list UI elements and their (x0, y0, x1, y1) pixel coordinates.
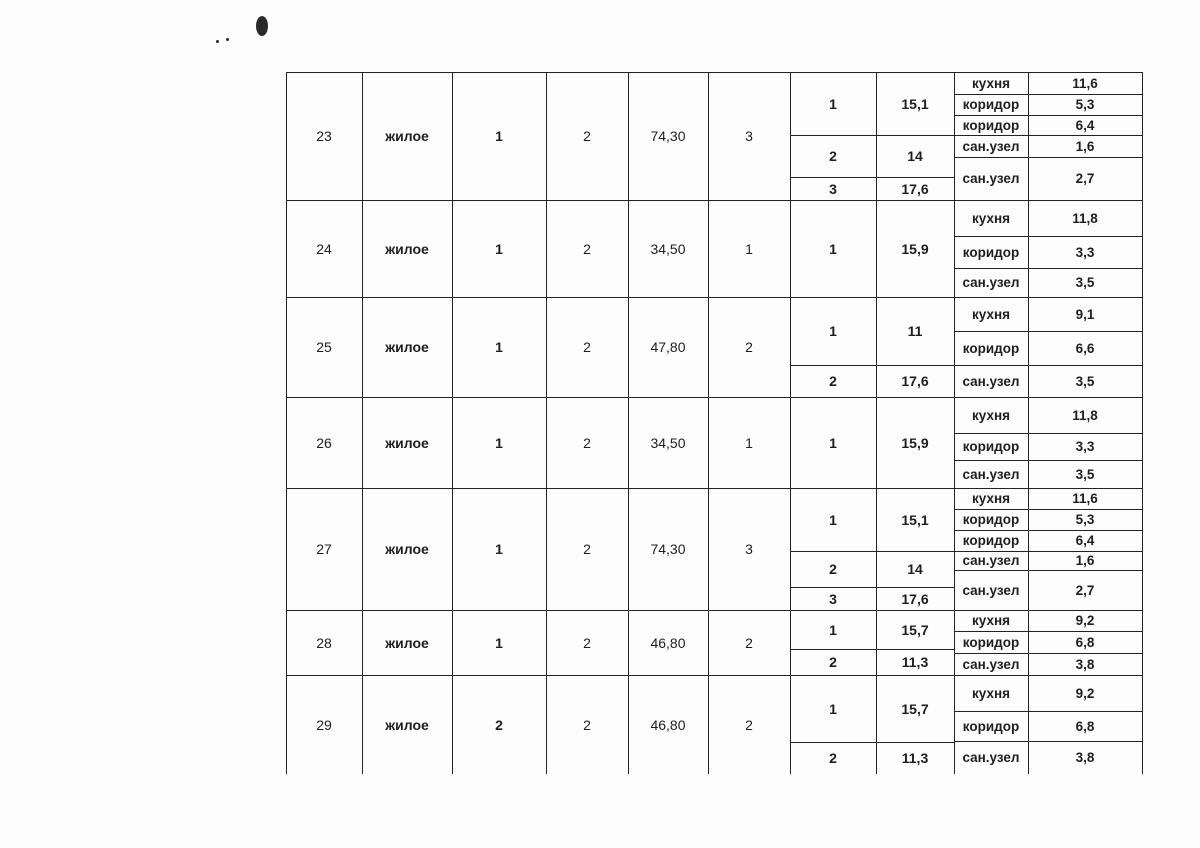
aux-room-name-cell: кухня (972, 613, 1010, 628)
apartment-type-cell: жилое (385, 434, 429, 451)
apartments-table (286, 72, 1142, 774)
aux-room-name-cell: сан.узел (962, 582, 1020, 598)
aux-room-name-cell: коридор (962, 533, 1020, 548)
column-4-cell: 2 (583, 634, 591, 651)
room-area-cell: 17,6 (901, 590, 929, 607)
room-number-cell: 1 (829, 323, 837, 339)
rooms-count-cell: 2 (745, 716, 753, 733)
aux-room-name-cell: кухня (972, 306, 1010, 322)
aux-room-name-cell: сан.узел (962, 275, 1020, 290)
total-area-cell: 47,80 (650, 339, 686, 355)
aux-room-area-cell: 5,3 (1075, 512, 1095, 527)
aux-room-area-cell: 6,4 (1075, 533, 1095, 548)
aux-room-area-cell: 11,8 (1072, 407, 1098, 423)
rooms-count-cell: 3 (745, 541, 753, 557)
room-number-cell: 1 (829, 434, 837, 451)
room-area-cell: 15,9 (901, 240, 929, 257)
room-number-cell: 2 (829, 750, 837, 766)
aux-room-area-cell: 6,8 (1075, 634, 1095, 650)
apartment-number-cell: 27 (316, 541, 332, 557)
aux-room-name-cell: кухня (972, 75, 1010, 91)
apartment-number-cell: 25 (316, 339, 332, 355)
rooms-count-cell: 2 (745, 634, 753, 651)
rooms-count-cell: 3 (745, 128, 753, 144)
floor-cell: 1 (495, 541, 503, 557)
apartment-number-cell: 23 (316, 128, 332, 144)
room-area-cell: 14 (907, 148, 923, 164)
aux-room-name-cell: кухня (972, 491, 1010, 506)
room-number-cell: 1 (829, 621, 837, 638)
column-4-cell: 2 (583, 128, 591, 144)
total-area-cell: 74,30 (650, 541, 686, 557)
aux-room-name-cell: сан.узел (962, 553, 1020, 568)
room-area-cell: 17,6 (901, 180, 929, 197)
floor-cell: 1 (495, 339, 503, 355)
aux-room-area-cell: 9,2 (1075, 613, 1095, 628)
aux-room-name-cell: кухня (972, 210, 1010, 226)
aux-room-area-cell: 11,8 (1072, 210, 1098, 226)
room-number-cell: 1 (829, 511, 837, 528)
room-number-cell: 2 (829, 654, 837, 670)
apartment-type-cell: жилое (385, 339, 429, 355)
aux-room-area-cell: 3,5 (1075, 466, 1095, 482)
floor-cell: 1 (495, 128, 503, 144)
room-area-cell: 15,9 (901, 434, 929, 451)
column-4-cell: 2 (583, 240, 591, 257)
total-area-cell: 46,80 (650, 634, 686, 651)
apartment-type-cell: жилое (385, 240, 429, 257)
room-area-cell: 15,1 (901, 511, 929, 528)
aux-room-area-cell: 5,3 (1075, 97, 1095, 112)
room-area-cell: 11,3 (901, 750, 929, 766)
aux-room-area-cell: 11,6 (1072, 491, 1098, 506)
aux-room-name-cell: коридор (962, 439, 1020, 454)
room-number-cell: 1 (829, 95, 837, 112)
floor-cell: 1 (495, 634, 503, 651)
column-4-cell: 2 (583, 339, 591, 355)
aux-room-area-cell: 2,7 (1075, 171, 1095, 186)
total-area-cell: 46,80 (650, 716, 686, 733)
aux-room-area-cell: 11,6 (1072, 75, 1098, 91)
total-area-cell: 34,50 (650, 240, 686, 257)
apartment-number-cell: 29 (316, 716, 332, 733)
aux-room-area-cell: 1,6 (1075, 553, 1095, 568)
apartment-number-cell: 28 (316, 634, 332, 651)
aux-room-name-cell: коридор (962, 97, 1020, 112)
apartment-type-cell: жилое (385, 716, 429, 733)
apartment-type-cell: жилое (385, 128, 429, 144)
apartment-number-cell: 24 (316, 240, 332, 257)
room-area-cell: 15,1 (901, 95, 929, 112)
aux-room-name-cell: сан.узел (962, 466, 1020, 482)
aux-room-area-cell: 3,5 (1075, 275, 1095, 290)
aux-room-area-cell: 2,7 (1075, 582, 1095, 598)
room-area-cell: 15,7 (901, 621, 929, 638)
aux-room-name-cell: сан.узел (962, 171, 1020, 186)
aux-room-area-cell: 6,8 (1075, 718, 1095, 734)
aux-room-name-cell: коридор (962, 244, 1020, 260)
room-area-cell: 14 (907, 561, 923, 577)
floor-cell: 1 (495, 434, 503, 451)
aux-room-area-cell: 3,5 (1075, 373, 1095, 389)
aux-room-name-cell: коридор (962, 117, 1020, 133)
room-area-cell: 11,3 (901, 654, 929, 670)
aux-room-name-cell: коридор (962, 512, 1020, 527)
aux-room-name-cell: коридор (962, 340, 1020, 356)
ink-dot (226, 38, 229, 41)
column-4-cell: 2 (583, 716, 591, 733)
aux-room-area-cell: 3,8 (1075, 750, 1095, 765)
aux-room-area-cell: 9,1 (1075, 306, 1095, 322)
aux-room-area-cell: 3,3 (1075, 244, 1095, 260)
room-number-cell: 1 (829, 240, 837, 257)
rooms-count-cell: 2 (745, 339, 753, 355)
aux-room-area-cell: 3,8 (1075, 656, 1095, 672)
room-area-cell: 15,7 (901, 700, 929, 717)
aux-room-name-cell: сан.узел (962, 138, 1020, 154)
room-number-cell: 2 (829, 561, 837, 577)
aux-room-area-cell: 6,4 (1075, 117, 1095, 133)
column-4-cell: 2 (583, 434, 591, 451)
aux-room-name-cell: коридор (962, 634, 1020, 650)
aux-room-name-cell: сан.узел (962, 373, 1020, 389)
room-area-cell: 17,6 (901, 373, 929, 389)
aux-room-name-cell: сан.узел (962, 656, 1020, 672)
rooms-count-cell: 1 (745, 434, 753, 451)
table-right-border (1142, 72, 1143, 774)
aux-room-name-cell: кухня (972, 685, 1010, 701)
column-4-cell: 2 (583, 541, 591, 557)
apartment-number-cell: 26 (316, 434, 332, 451)
room-number-cell: 3 (829, 590, 837, 607)
apartment-type-cell: жилое (385, 541, 429, 557)
room-number-cell: 2 (829, 148, 837, 164)
total-area-cell: 74,30 (650, 128, 686, 144)
total-area-cell: 34,50 (650, 434, 686, 451)
aux-room-area-cell: 9,2 (1075, 685, 1095, 701)
aux-room-area-cell: 6,6 (1075, 340, 1095, 356)
aux-room-name-cell: сан.узел (962, 750, 1020, 765)
ink-dot (216, 40, 219, 43)
aux-room-area-cell: 3,3 (1075, 439, 1095, 454)
apartment-type-cell: жилое (385, 634, 429, 651)
floor-cell: 2 (495, 716, 503, 733)
aux-room-area-cell: 1,6 (1075, 138, 1095, 154)
room-number-cell: 2 (829, 373, 837, 389)
ink-blot (256, 16, 268, 36)
room-number-cell: 1 (829, 700, 837, 717)
aux-room-name-cell: коридор (962, 718, 1020, 734)
room-area-cell: 11 (907, 323, 923, 339)
floor-cell: 1 (495, 240, 503, 257)
aux-room-name-cell: кухня (972, 407, 1010, 423)
rooms-count-cell: 1 (745, 240, 753, 257)
room-number-cell: 3 (829, 180, 837, 197)
